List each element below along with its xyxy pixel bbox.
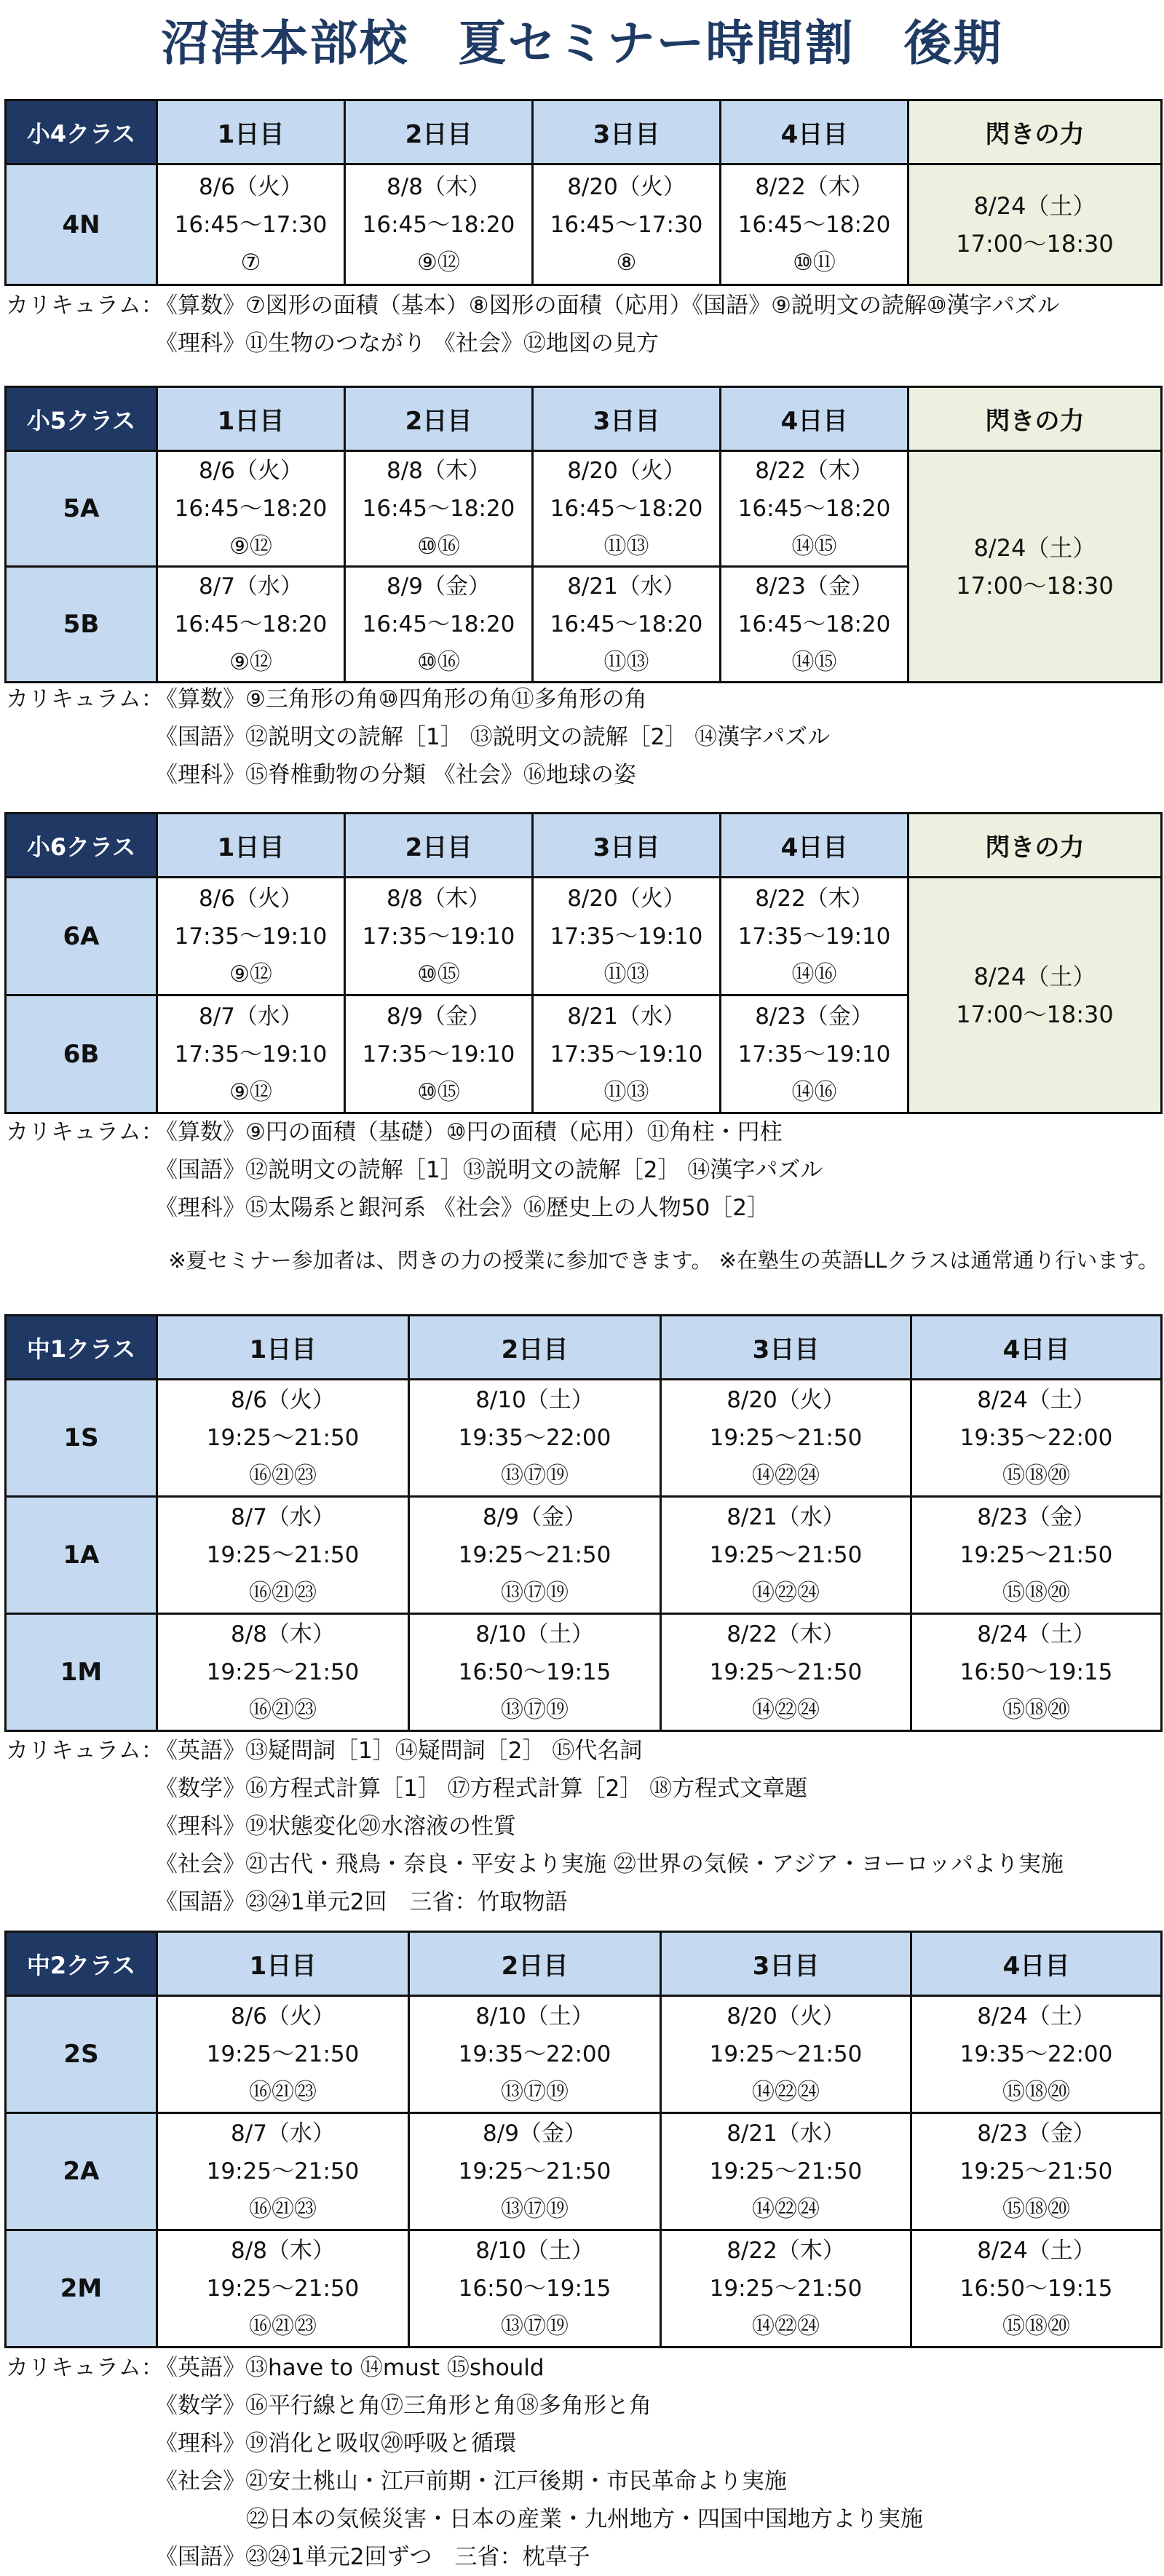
elementary-4-curriculum: カリキュラム：《算数》⑦図形の面積（基本）⑧図形の面積（応用）《国語》⑨説明文の読解⑩漢字パズル 《理科》⑪生物のつながり 《社会》⑫地図の見方 [6, 287, 1060, 362]
junior-1-schedule [4, 1314, 1163, 1732]
junior-1-curriculum: カリキュラム：《英語》⑬疑問詞［1］⑭疑問詞［2］ ⑮代名詞 《数学》⑯方程式計算［1］ ⑰方程式計算［2］ ⑱方程式文章題 《理科》⑲状態変化⑳水溶液の性質 《社会》㉑古代・飛鳥・奈良・平安より実施 ㉒世界の気候・アジア・ヨーロッパより実施 《国語》㉓㉔1単元2回 三省：竹取物語 [6, 1732, 1064, 1921]
day-2-header: 2日目 [345, 387, 533, 451]
schedule-cell: 8/23（金） 19:25～21:50 ⑮⑱⑳ [911, 2113, 1162, 2230]
schedule-cell: 8/7（水） 16:45～18:20 ⑨⑫ [157, 567, 345, 683]
day-1-header: 1日目 [157, 1316, 409, 1380]
page-title: 沼津本部校 夏セミナー時間割 後期 [161, 15, 1003, 71]
curriculum-label: カリキュラム： [6, 293, 164, 319]
schedule-cell: 8/23（金） 19:25～21:50 ⑮⑱⑳ [911, 1497, 1162, 1614]
day-3-header: 3日目 [533, 814, 721, 878]
class-group-header: 小4クラス [6, 100, 157, 164]
schedule-cell: 8/6（火） 17:35～19:10 ⑨⑫ [157, 878, 345, 995]
schedule-cell: 8/23（金） 17:35～19:10 ⑭⑯ [721, 995, 908, 1113]
elementary-6-schedule [4, 812, 1163, 1114]
schedule-cell: 8/9（金） 19:25～21:50 ⑬⑰⑲ [409, 2113, 661, 2230]
class-group-header: 小6クラス [6, 814, 157, 878]
schedule-cell: 8/22（木） 16:45～18:20 ⑩⑪ [721, 164, 908, 285]
elementary-6-curriculum: カリキュラム：《算数》⑨円の面積（基礎）⑩円の面積（応用）⑪角柱・円柱 《国語》⑫説明文の読解［1］⑬説明文の読解［2］ ⑭漢字パズル 《理科》⑮太陽系と銀河系 《社会》⑯歴史上の人物50［2］ [6, 1113, 823, 1227]
schedule-cell: 8/10（土） 16:50～19:15 ⑬⑰⑲ [409, 1614, 661, 1731]
schedule-cell: 8/6（火） 16:45～17:30 ⑦ [157, 164, 345, 285]
schedule-cell: 8/20（火） 16:45～18:20 ⑪⑬ [533, 451, 721, 567]
day-4-header: 4日目 [721, 814, 908, 878]
class-name: 6A [6, 878, 157, 995]
schedule-cell: 8/20（火） 17:35～19:10 ⑪⑬ [533, 878, 721, 995]
flash-header: 閃きの力 [908, 100, 1162, 164]
elementary-5-curriculum: カリキュラム：《算数》⑨三角形の角⑩四角形の角⑪多角形の角 《国語》⑫説明文の読解［1］ ⑬説明文の読解［2］ ⑭漢字パズル 《理科》⑮脊椎動物の分類 《社会》⑯地球の姿 [6, 680, 830, 794]
day-2-header: 2日目 [409, 1316, 661, 1380]
elementary-5-schedule [4, 386, 1163, 683]
schedule-cell: 8/7（水） 19:25～21:50 ⑯㉑㉓ [157, 2113, 409, 2230]
day-4-header: 4日目 [721, 100, 908, 164]
schedule-cell: 8/10（土） 16:50～19:15 ⑬⑰⑲ [409, 2230, 661, 2348]
schedule-cell: 8/22（木） 17:35～19:10 ⑭⑯ [721, 878, 908, 995]
schedule-cell: 8/21（水） 19:25～21:50 ⑭㉒㉔ [661, 2113, 911, 2230]
class-name: 5B [6, 567, 157, 683]
schedule-cell: 8/9（金） 17:35～19:10 ⑩⑮ [345, 995, 533, 1113]
class-group-header: 小5クラス [6, 387, 157, 451]
schedule-cell: 8/24（土） 16:50～19:15 ⑮⑱⑳ [911, 1614, 1162, 1731]
schedule-cell: 8/8（木） 16:45～18:20 ⑩⑯ [345, 451, 533, 567]
curriculum-label: カリキュラム： [6, 2355, 164, 2381]
schedule-cell: 8/20（火） 19:25～21:50 ⑭㉒㉔ [661, 1996, 911, 2113]
schedule-cell: 8/22（木） 19:25～21:50 ⑭㉒㉔ [661, 2230, 911, 2348]
schedule-cell: 8/9（金） 19:25～21:50 ⑬⑰⑲ [409, 1497, 661, 1614]
flash-cell: 8/24（土） 17:00～18:30 [908, 451, 1162, 683]
schedule-cell: 8/21（水） 17:35～19:10 ⑪⑬ [533, 995, 721, 1113]
schedule-cell: 8/20（火） 16:45～17:30 ⑧ [533, 164, 721, 285]
schedule-cell: 8/9（金） 16:45～18:20 ⑩⑯ [345, 567, 533, 683]
day-1-header: 1日目 [157, 387, 345, 451]
schedule-cell: 8/6（火） 16:45～18:20 ⑨⑫ [157, 451, 345, 567]
day-4-header: 4日目 [721, 387, 908, 451]
schedule-cell: 8/24（土） 19:35～22:00 ⑮⑱⑳ [911, 1380, 1162, 1497]
day-3-header: 3日目 [661, 1316, 911, 1380]
schedule-cell: 8/24（土） 16:50～19:15 ⑮⑱⑳ [911, 2230, 1162, 2348]
day-4-header: 4日目 [911, 1316, 1162, 1380]
schedule-cell: 8/8（木） 17:35～19:10 ⑩⑮ [345, 878, 533, 995]
day-2-header: 2日目 [345, 100, 533, 164]
day-1-header: 1日目 [157, 100, 345, 164]
schedule-cell: 8/23（金） 16:45～18:20 ⑭⑮ [721, 567, 908, 683]
schedule-cell: 8/7（水） 17:35～19:10 ⑨⑫ [157, 995, 345, 1113]
schedule-cell: 8/10（土） 19:35～22:00 ⑬⑰⑲ [409, 1380, 661, 1497]
flash-cell: 8/24（土） 17:00～18:30 [908, 878, 1162, 1113]
schedule-cell: 8/22（木） 19:25～21:50 ⑭㉒㉔ [661, 1614, 911, 1731]
schedule-cell: 8/24（土） 19:35～22:00 ⑮⑱⑳ [911, 1996, 1162, 2113]
day-3-header: 3日目 [533, 100, 721, 164]
curriculum-label: カリキュラム： [6, 686, 164, 712]
schedule-cell: 8/22（木） 16:45～18:20 ⑭⑮ [721, 451, 908, 567]
day-1-header: 1日目 [157, 1932, 409, 1996]
day-2-header: 2日目 [409, 1932, 661, 1996]
class-name: 1A [6, 1497, 157, 1614]
day-2-header: 2日目 [345, 814, 533, 878]
junior-2-curriculum: カリキュラム：《英語》⑬have to ⑭must ⑮should 《数学》⑯平行線と角⑰三角形と角⑱多角形と角 《理科》⑲消化と吸収⑳呼吸と循環 《社会》㉑安土桃山・江戸前期・江戸後期・市民革命より実施 ㉒日本の気候災害・日本の産業・九州地方・四国中国地方より実施 《国語》㉓㉔1単元2回ずつ 三省：枕草子 [6, 2349, 923, 2576]
flash-header: 閃きの力 [908, 387, 1162, 451]
elementary-4-schedule [4, 99, 1163, 286]
class-name: 5A [6, 451, 157, 567]
schedule-cell: 8/8（木） 19:25～21:50 ⑯㉑㉓ [157, 2230, 409, 2348]
class-name: 2S [6, 1996, 157, 2113]
class-name: 6B [6, 995, 157, 1113]
schedule-cell: 8/8（木） 16:45～18:20 ⑨⑫ [345, 164, 533, 285]
schedule-cell: 8/6（火） 19:25～21:50 ⑯㉑㉓ [157, 1996, 409, 2113]
notice-text: ※夏セミナー参加者は、閃きの力の授業に参加できます。 ※在塾生の英語LLクラスは通常通り行います。 [168, 1248, 1159, 1273]
schedule-cell: 8/10（土） 19:35～22:00 ⑬⑰⑲ [409, 1996, 661, 2113]
schedule-cell: 8/21（水） 16:45～18:20 ⑪⑬ [533, 567, 721, 683]
curriculum-label: カリキュラム： [6, 1119, 164, 1145]
class-name: 2M [6, 2230, 157, 2348]
class-name: 2A [6, 2113, 157, 2230]
class-group-header: 中2クラス [6, 1932, 157, 1996]
curriculum-label: カリキュラム： [6, 1738, 164, 1764]
schedule-cell: 8/7（水） 19:25～21:50 ⑯㉑㉓ [157, 1497, 409, 1614]
day-1-header: 1日目 [157, 814, 345, 878]
schedule-cell: 8/6（火） 19:25～21:50 ⑯㉑㉓ [157, 1380, 409, 1497]
day-3-header: 3日目 [661, 1932, 911, 1996]
schedule-cell: 8/8（木） 19:25～21:50 ⑯㉑㉓ [157, 1614, 409, 1731]
day-4-header: 4日目 [911, 1932, 1162, 1996]
class-name: 1M [6, 1614, 157, 1731]
class-group-header: 中1クラス [6, 1316, 157, 1380]
day-3-header: 3日目 [533, 387, 721, 451]
schedule-cell: 8/21（水） 19:25～21:50 ⑭㉒㉔ [661, 1497, 911, 1614]
flash-header: 閃きの力 [908, 814, 1162, 878]
junior-2-schedule [4, 1931, 1163, 2348]
class-name: 4N [6, 164, 157, 285]
flash-cell: 8/24（土） 17:00～18:30 [908, 164, 1162, 285]
class-name: 1S [6, 1380, 157, 1497]
schedule-cell: 8/20（火） 19:25～21:50 ⑭㉒㉔ [661, 1380, 911, 1497]
